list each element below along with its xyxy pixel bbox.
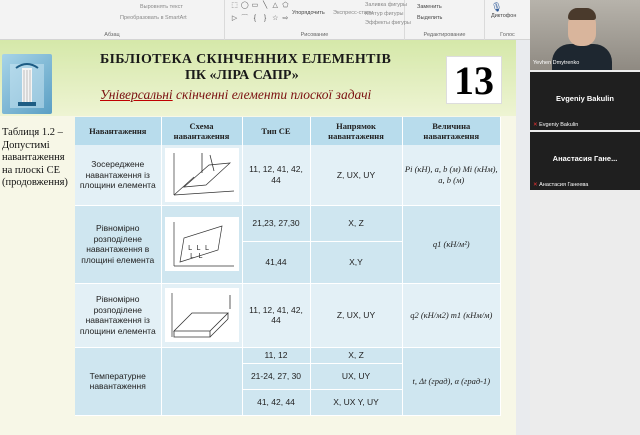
cell-scheme xyxy=(161,283,242,347)
arrange-button[interactable]: Упорядочить xyxy=(292,10,325,16)
cell-type: 21,23, 27,30 xyxy=(242,205,310,241)
self-video-tile[interactable] xyxy=(530,0,640,70)
cell-load: Температурне навантаження xyxy=(75,347,161,415)
header-direction: Напрямок навантаження xyxy=(310,117,402,145)
group-label-editing: Редактирование xyxy=(423,32,466,38)
participant-tag xyxy=(533,182,588,188)
slide-title-line1: БІБЛІОТЕКА СКІНЧЕННИХ ЕЛЕМЕНТІВ xyxy=(100,52,392,67)
ribbon-group-paragraph xyxy=(0,0,225,40)
cell-scheme xyxy=(161,205,242,283)
cell-direction: X, Z xyxy=(310,347,402,363)
lira-logo xyxy=(2,54,52,114)
select-button[interactable]: Выделить xyxy=(417,15,443,21)
table-header-row xyxy=(75,117,501,145)
table-row xyxy=(75,145,501,205)
table-row xyxy=(75,205,501,241)
group-label-paragraph: Абзац xyxy=(104,32,120,38)
group-label-drawing: Рисование xyxy=(300,32,329,38)
muted-mic-icon: ✕ xyxy=(533,122,538,128)
header-value: Величина навантаження xyxy=(402,117,501,145)
header-load: Навантаження xyxy=(75,117,161,145)
svg-text:L L L: L L L xyxy=(187,244,209,252)
cell-direction: Z, UX, UY xyxy=(310,145,402,205)
loads-table xyxy=(75,117,501,416)
cell-type: 11, 12, 41, 42, 44 xyxy=(242,283,310,347)
svg-text:L L: L L xyxy=(189,252,203,260)
ribbon-group-voice xyxy=(485,0,530,40)
smartart-button[interactable]: Преобразовать в SmartArt xyxy=(120,15,187,21)
cell-load: Зосереджене навантаження із площини елемента xyxy=(75,145,161,205)
cell-scheme xyxy=(161,145,242,205)
participant-tile[interactable] xyxy=(530,132,640,190)
subtitle-rest: скінченні елементи плоскої задачі xyxy=(172,87,372,102)
table-row xyxy=(75,347,501,363)
cell-value: q2 (кН/м2) m1 (кНм/м) xyxy=(402,283,501,347)
cell-direction: X, UX Y, UY xyxy=(310,389,402,415)
participants-panel xyxy=(530,0,640,435)
ribbon-toolbar xyxy=(0,0,530,40)
quick-styles-button[interactable]: Экспресс-стили xyxy=(333,10,374,16)
header-type: Тип СЕ xyxy=(242,117,310,145)
cell-type: 21-24, 27, 30 xyxy=(242,363,310,389)
cell-load: Рівномірно розподілене навантаження в площині елемента xyxy=(75,205,161,283)
dictate-button[interactable]: Диктофон xyxy=(491,13,517,19)
replace-button[interactable]: Заменить xyxy=(417,4,442,10)
ribbon-group-editing xyxy=(405,0,485,40)
table-row xyxy=(75,283,501,347)
column-logo-icon xyxy=(2,54,52,114)
muted-mic-icon: ✕ xyxy=(533,182,538,188)
slide-subtitle xyxy=(100,87,371,103)
person-hair xyxy=(568,8,596,20)
shapes-gallery[interactable]: ⬚ ◯ ▭ ╲ △ ⬠ ▷ ⌒ { } ☆ ⇨ xyxy=(231,2,289,22)
cell-type: 11, 12, 41, 42, 44 xyxy=(242,145,310,205)
shape-effects-button[interactable]: Эффекты фигуры xyxy=(365,20,411,26)
ribbon-group-drawing xyxy=(225,0,411,40)
slide-number-box: 13 xyxy=(446,56,502,104)
group-label-voice: Голос xyxy=(500,32,515,38)
cell-type: 41,44 xyxy=(242,241,310,283)
self-name-tag: Yevhen Dmytrenko xyxy=(533,60,580,66)
subtitle-underlined-word: Універсальні xyxy=(100,87,173,102)
shape-outline-button[interactable]: Контур фигуры xyxy=(365,11,404,17)
cell-direction: X, Z xyxy=(310,205,402,241)
participant-tag-label: Evgeniy Bakulin xyxy=(539,122,579,128)
in-plane-load-scheme-image xyxy=(164,216,240,272)
point-load-scheme-image xyxy=(164,147,240,203)
cell-value: Pi (кН), a, b (м) Mi (кНм), a, b (м) xyxy=(402,145,501,205)
presentation-slide xyxy=(0,40,516,435)
out-of-plane-load-scheme-image xyxy=(164,287,240,343)
slide-title-line2: ПК «ЛІРА САПР» xyxy=(185,68,299,83)
cell-direction: Z, UX, UY xyxy=(310,283,402,347)
cell-type: 11, 12 xyxy=(242,347,310,363)
cell-value: t, Δt (град), α (град-1) xyxy=(402,347,501,415)
cell-load: Рівномірно розподілене навантаження із площини елемента xyxy=(75,283,161,347)
align-text-button[interactable]: Выровнять текст xyxy=(140,4,183,10)
participant-tag-label: Анастасия Ганеева xyxy=(539,182,589,188)
table-caption: Таблиця 1.2 – Допустимі навантаження на плоскі СЕ (продовження) xyxy=(2,127,68,188)
participant-name: Анастасия Гане... xyxy=(552,154,618,163)
header-scheme: Схема навантаження xyxy=(161,117,242,145)
participant-tile[interactable] xyxy=(530,72,640,130)
participant-name: Evgeniy Bakulin xyxy=(556,94,614,103)
cell-scheme-empty xyxy=(161,347,242,415)
shape-fill-button[interactable]: Заливка фигуры xyxy=(365,2,408,8)
person-body xyxy=(552,44,612,70)
cell-type: 41, 42, 44 xyxy=(242,389,310,415)
microphone-icon: 🎙 xyxy=(491,2,503,12)
participant-tag xyxy=(533,122,578,128)
cell-direction: UX, UY xyxy=(310,363,402,389)
cell-value: q1 (кН/м²) xyxy=(402,205,501,283)
cell-direction: X,Y xyxy=(310,241,402,283)
